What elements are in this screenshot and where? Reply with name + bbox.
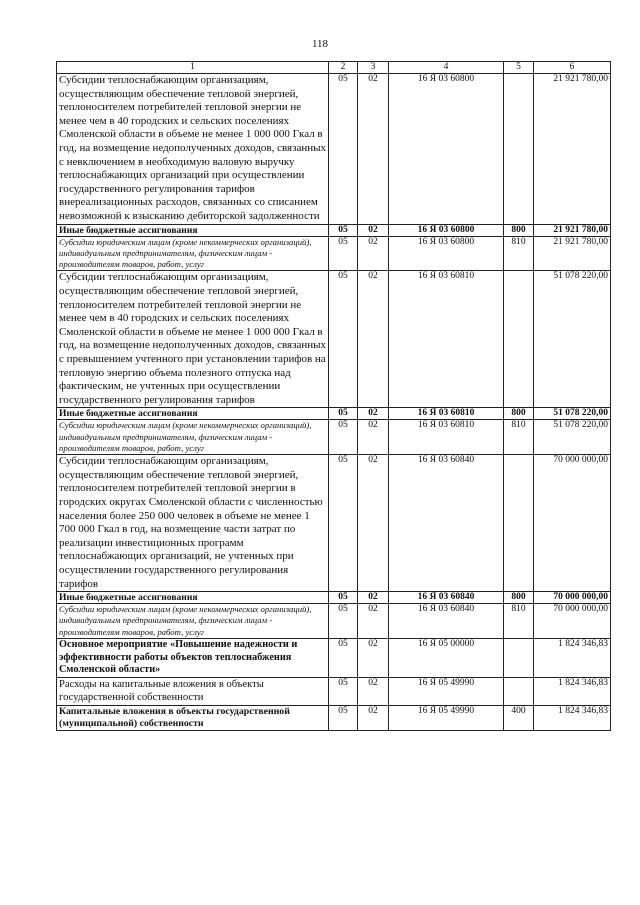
row-expense-type <box>504 271 534 408</box>
table-row <box>57 592 611 604</box>
row-section: 05 <box>329 604 358 639</box>
table-row <box>57 604 611 639</box>
row-target-code: 16 Я 03 60800 <box>389 74 504 225</box>
row-name: Капитальные вложения в объекты государственной (муниципальной) собственности <box>57 705 329 730</box>
row-name: Расходы на капитальные вложения в объекты государственной собственности <box>57 677 329 705</box>
row-target-code: 16 Я 03 60800 <box>389 236 504 271</box>
row-amount: 21 921 780,00 <box>534 224 611 236</box>
table-row <box>57 455 611 592</box>
row-amount: 70 000 000,00 <box>534 455 611 592</box>
row-expense-type: 800 <box>504 224 534 236</box>
row-target-code: 16 Я 03 60810 <box>389 408 504 420</box>
budget-table <box>56 61 611 731</box>
row-name: Субсидии юридическим лицам (кроме некоммерческих организаций), индивидуальным предпринимателям, физическим лицам - производителям товаров, работ, услуг <box>57 604 329 639</box>
row-amount: 21 921 780,00 <box>534 74 611 225</box>
row-name: Субсидии юридическим лицам (кроме некоммерческих организаций), индивидуальным предпринимателям, физическим лицам - производителям товаров, работ, услуг <box>57 420 329 455</box>
row-expense-type: 810 <box>504 420 534 455</box>
row-section: 05 <box>329 271 358 408</box>
row-expense-type: 810 <box>504 236 534 271</box>
row-subsection: 02 <box>358 224 389 236</box>
row-amount: 70 000 000,00 <box>534 604 611 639</box>
column-header: 4 <box>389 62 504 74</box>
row-expense-type: 810 <box>504 604 534 639</box>
row-target-code: 16 Я 03 60840 <box>389 604 504 639</box>
table-row <box>57 271 611 408</box>
row-name: Субсидии юридическим лицам (кроме некоммерческих организаций), индивидуальным предпринимателям, физическим лицам - производителям товаров, работ, услуг <box>57 236 329 271</box>
row-amount: 51 078 220,00 <box>534 408 611 420</box>
row-section: 05 <box>329 74 358 225</box>
row-target-code: 16 Я 05 00000 <box>389 639 504 678</box>
row-subsection: 02 <box>358 677 389 705</box>
row-subsection: 02 <box>358 408 389 420</box>
row-amount: 1 824 346,83 <box>534 639 611 678</box>
row-name: Основное мероприятие «Повышение надежности и эффективности работы объектов теплоснабжения Смоленской области» <box>57 639 329 678</box>
row-amount: 21 921 780,00 <box>534 236 611 271</box>
row-target-code: 16 Я 03 60800 <box>389 224 504 236</box>
row-target-code: 16 Я 03 60840 <box>389 455 504 592</box>
row-section: 05 <box>329 420 358 455</box>
row-subsection: 02 <box>358 639 389 678</box>
row-expense-type <box>504 639 534 678</box>
row-section: 05 <box>329 408 358 420</box>
row-subsection: 02 <box>358 592 389 604</box>
row-section: 05 <box>329 455 358 592</box>
table-row <box>57 639 611 678</box>
row-name: Иные бюджетные ассигнования <box>57 408 329 420</box>
row-name: Субсидии теплоснабжающим организациям, осуществляющим обеспечение тепловой энергией, теплоносителем потребителей тепловой энергии не менее чем в 40 городских и сельских поселениях Смоленской области в объеме не менее 1 000 000 Гкал в год, на возмещение недополученных доходов, связанных с превышением учтенного при установлении тарифов на тепловую энергию объема полезного отпуска над фактическим, не учтенных при осуществлении государственного регулирования тарифов <box>57 271 329 408</box>
row-expense-type: 800 <box>504 408 534 420</box>
column-header: 6 <box>534 62 611 74</box>
row-section: 05 <box>329 236 358 271</box>
row-amount: 70 000 000,00 <box>534 592 611 604</box>
column-header: 5 <box>504 62 534 74</box>
table-header-row <box>57 62 611 74</box>
row-expense-type <box>504 455 534 592</box>
row-subsection: 02 <box>358 455 389 592</box>
row-expense-type <box>504 677 534 705</box>
table-row <box>57 705 611 730</box>
row-section: 05 <box>329 677 358 705</box>
row-section: 05 <box>329 592 358 604</box>
row-name: Субсидии теплоснабжающим организациям, осуществляющим обеспечение тепловой энергией, теплоносителем потребителей тепловой энергии не менее чем в 40 городских и сельских поселениях Смоленской области в объеме не менее 1 000 000 Гкал в год, на возмещение недополученных доходов, связанных с невключением в необходимую валовую выручку теплоснабжающих организаций при осуществлении государственного регулирования тарифов внереализационных расходов, связанных со списанием невозможной к взысканию дебиторской задолженности <box>57 74 329 225</box>
table-row <box>57 224 611 236</box>
row-name: Иные бюджетные ассигнования <box>57 592 329 604</box>
row-subsection: 02 <box>358 74 389 225</box>
row-amount: 51 078 220,00 <box>534 420 611 455</box>
table-row <box>57 408 611 420</box>
column-header: 1 <box>57 62 329 74</box>
row-section: 05 <box>329 705 358 730</box>
row-amount: 1 824 346,83 <box>534 677 611 705</box>
row-subsection: 02 <box>358 705 389 730</box>
row-target-code: 16 Я 05 49990 <box>389 677 504 705</box>
row-name: Иные бюджетные ассигнования <box>57 224 329 236</box>
row-subsection: 02 <box>358 420 389 455</box>
row-subsection: 02 <box>358 236 389 271</box>
row-amount: 1 824 346,83 <box>534 705 611 730</box>
table-row <box>57 236 611 271</box>
row-subsection: 02 <box>358 271 389 408</box>
row-section: 05 <box>329 639 358 678</box>
row-section: 05 <box>329 224 358 236</box>
row-expense-type: 400 <box>504 705 534 730</box>
page-number: 118 <box>311 38 329 50</box>
table-row <box>57 74 611 225</box>
column-header: 2 <box>329 62 358 74</box>
table-row <box>57 677 611 705</box>
row-name: Субсидии теплоснабжающим организациям, осуществляющим обеспечение тепловой энергией, теплоносителем потребителей тепловой энергии в городских округах Смоленской области с численностью населения более 250 000 человек в объеме не менее 1 700 000 Гкал в год, на возмещение части затрат по реализации инвестиционных программ теплоснабжающих организаций, не учтенных при осуществлении государственного регулирования тарифов <box>57 455 329 592</box>
row-target-code: 16 Я 05 49990 <box>389 705 504 730</box>
row-amount: 51 078 220,00 <box>534 271 611 408</box>
row-target-code: 16 Я 03 60840 <box>389 592 504 604</box>
row-expense-type <box>504 74 534 225</box>
row-target-code: 16 Я 03 60810 <box>389 420 504 455</box>
column-header: 3 <box>358 62 389 74</box>
table-row <box>57 420 611 455</box>
row-subsection: 02 <box>358 604 389 639</box>
row-expense-type: 800 <box>504 592 534 604</box>
row-target-code: 16 Я 03 60810 <box>389 271 504 408</box>
